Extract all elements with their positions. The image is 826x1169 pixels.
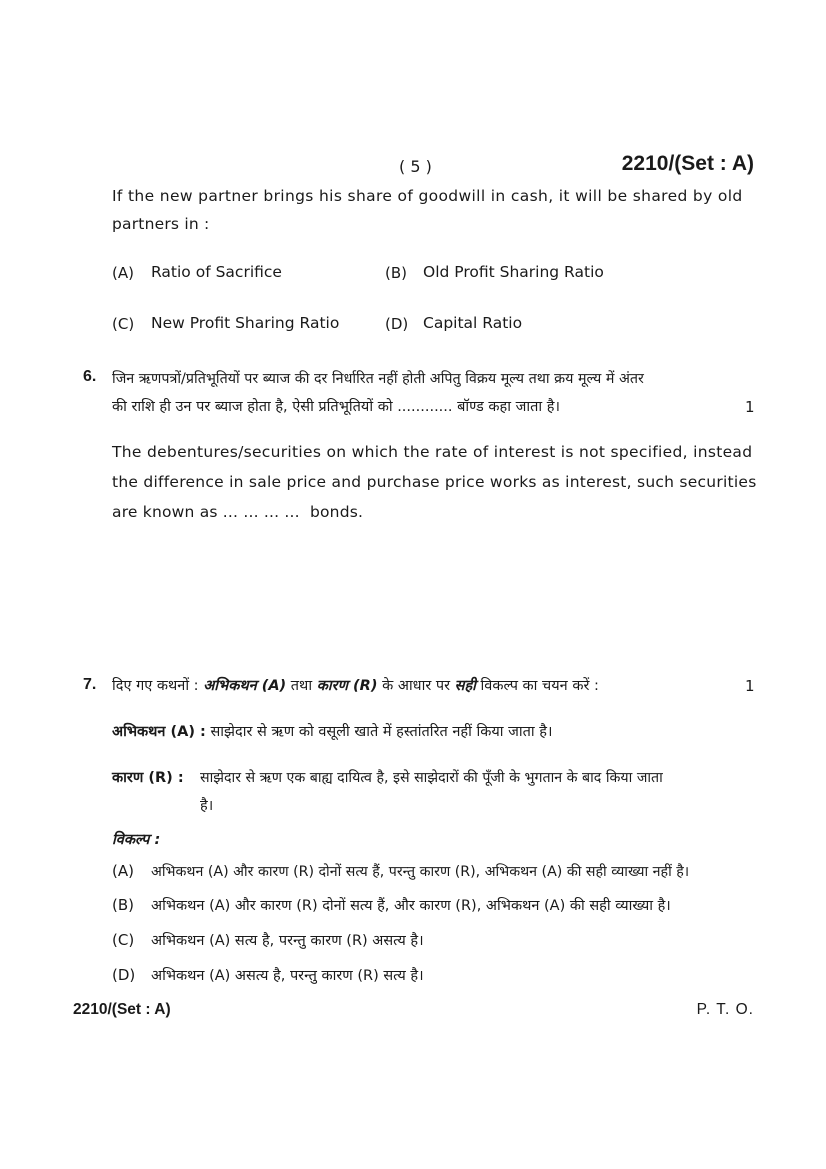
q5-text-line1: If the new partner brings his share of goodwill in cash, it will be shared by old (112, 187, 743, 205)
option-letter: (C) (112, 315, 135, 333)
q7-marks: 1 (745, 677, 755, 695)
q7-intro-part4: विकल्प का चयन करें : (480, 678, 599, 694)
q7-reason-text (200, 764, 760, 820)
q7-intro (112, 672, 599, 700)
q7-option-d-letter: (D) (112, 966, 136, 984)
q6-english-line1: The debentures/securities on which the rate of interest is not specified, instead (112, 443, 753, 461)
q7-reason-label: कारण (R) : (112, 770, 184, 786)
q5-option-d-text: Capital Ratio (423, 314, 523, 332)
q7-intro-part1: दिए गए कथनों : (112, 678, 199, 694)
q5-option-b (385, 263, 407, 282)
q5-text-line2: partners in : (112, 215, 210, 233)
set-code-header: 2210/(Set : A) (621, 152, 754, 175)
q7-option-a-letter: (A) (112, 862, 134, 880)
q5-text (112, 182, 757, 238)
q7-option-b-text: अभिकथन (A) और कारण (R) दोनों सत्य हैं, और कारण (R), अभिकथन (A) की सही व्याख्या है। (151, 898, 671, 914)
q7-intro-part3: के आधार पर (382, 678, 451, 694)
q7-assertion-text: साझेदार से ऋण को वसूली खाते में हस्तांतरित नहीं किया जाता है। (210, 724, 553, 740)
q7-option-c-text: अभिकथन (A) सत्य है, परन्तु कारण (R) असत्य है। (151, 933, 424, 949)
q6-marks: 1 (745, 398, 755, 416)
q6-hindi (112, 365, 757, 421)
q6-hindi-line1: जिन ऋणपत्रों/प्रतिभूतियों पर ब्याज की दर निर्धारित नहीं होती अपितु विक्रय मूल्य तथा क्रय मूल्य में अंतर (112, 371, 644, 387)
q6-number: 6. (83, 368, 97, 385)
q6-english (112, 437, 762, 527)
q7-reason-label-wrap (112, 764, 184, 792)
q7-intro-reason: कारण (R) (316, 678, 378, 694)
q5-option-c-text: New Profit Sharing Ratio (151, 314, 340, 332)
q5-option-b-text: Old Profit Sharing Ratio (423, 263, 604, 281)
page-number: ( 5 ) (399, 157, 432, 176)
q5-option-c (112, 314, 134, 333)
q7-reason-line1: साझेदार से ऋण एक बाह्य दायित्व है, इसे साझेदारों की पूँजी के भुगतान के बाद किया जाता (200, 770, 663, 786)
option-letter: (A) (112, 264, 134, 282)
q7-option-c-letter: (C) (112, 931, 135, 949)
set-code-footer: 2210/(Set : A) (73, 1001, 171, 1018)
q7-option-b-letter: (B) (112, 896, 134, 914)
q7-intro-assertion: अभिकथन (A) (203, 678, 287, 694)
q5-option-a-text: Ratio of Sacrifice (151, 263, 282, 281)
q7-intro-part2: तथा (290, 678, 313, 694)
q7-assertion (112, 718, 553, 746)
q7-assertion-label: अभिकथन (A) : (112, 724, 206, 740)
q7-reason-line2: है। (200, 798, 214, 814)
q6-hindi-line2: की राशि ही उन पर ब्याज होता है, ऐसी प्रतिभूतियों को ............ बॉण्ड कहा जाता है। (112, 399, 560, 415)
option-letter: (D) (385, 315, 409, 333)
q6-english-line2: the difference in sale price and purchase price works as interest, such securities (112, 473, 757, 491)
q7-number: 7. (83, 676, 97, 693)
q7-options-label (112, 826, 160, 854)
q7-option-a-text: अभिकथन (A) और कारण (R) दोनों सत्य हैं, परन्तु कारण (R), अभिकथन (A) की सही व्याख्या नहीं है। (151, 864, 690, 880)
q7-option-d-text: अभिकथन (A) असत्य है, परन्तु कारण (R) सत्य है। (151, 968, 424, 984)
q5-option-d (385, 314, 408, 333)
pto-label: P. T. O. (696, 1001, 754, 1018)
q7-intro-correct: सही (454, 678, 476, 694)
q7-options-label-text: विकल्प : (112, 832, 161, 848)
q5-option-a (112, 263, 134, 282)
q6-english-line3: are known as ... ... ... ... bonds. (112, 503, 364, 521)
option-letter: (B) (385, 264, 407, 282)
